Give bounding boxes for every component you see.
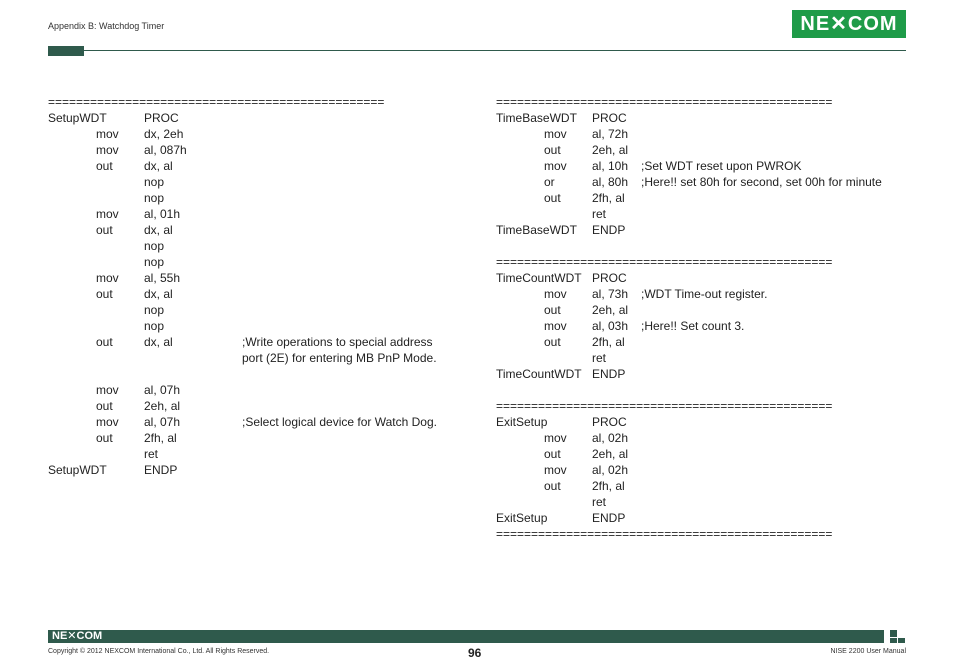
code-line: [48, 270, 458, 286]
code-line: [48, 286, 458, 302]
code-token: ================================================: [496, 527, 833, 541]
code-line: [496, 382, 906, 398]
code-token: 2fh, al: [592, 191, 625, 205]
code-line: [48, 350, 458, 366]
code-token: ENDP: [592, 367, 626, 381]
code-line: [496, 462, 906, 478]
code-line: [48, 142, 458, 158]
code-token: ExitSetup: [496, 415, 548, 429]
code-line: [496, 526, 906, 542]
code-token: al, 73h: [592, 287, 629, 301]
code-token: 2eh, al: [592, 143, 629, 157]
code-token: ExitSetup: [496, 511, 548, 525]
code-token: ret: [144, 447, 159, 461]
code-line: [496, 414, 906, 430]
code-line: [496, 350, 906, 366]
code-token: mov: [96, 383, 119, 397]
code-line: [48, 318, 458, 334]
code-line: [48, 302, 458, 318]
code-line: [496, 494, 906, 510]
code-token: nop: [144, 255, 165, 269]
code-line: [48, 366, 458, 382]
code-token: out: [544, 303, 561, 317]
code-token: ;Here!! Set count 3.: [641, 319, 745, 333]
code-token: al, 087h: [144, 143, 187, 157]
code-token: TimeCountWDT: [496, 271, 582, 285]
code-token: 2eh, al: [592, 447, 629, 461]
code-token: mov: [544, 159, 567, 173]
footer-square-decoration: [898, 638, 905, 643]
code-token: ================================================: [496, 95, 833, 109]
code-token: mov: [544, 319, 567, 333]
code-token: ;Write operations to special address: [242, 335, 433, 349]
code-token: SetupWDT: [48, 463, 107, 477]
left-code-column: [48, 94, 458, 494]
code-token: out: [96, 223, 113, 237]
code-line: [496, 478, 906, 494]
code-line: [48, 190, 458, 206]
code-line: [48, 334, 458, 350]
code-line: [496, 302, 906, 318]
code-line: [48, 398, 458, 414]
code-line: [48, 110, 458, 126]
code-token: al, 01h: [144, 207, 181, 221]
code-token: nop: [144, 239, 165, 253]
code-line: [496, 254, 906, 270]
code-line: [48, 222, 458, 238]
code-token: mov: [544, 431, 567, 445]
code-line: [48, 446, 458, 462]
code-line: [48, 126, 458, 142]
header-title: Appendix B: Watchdog Timer: [48, 21, 165, 31]
code-line: [48, 414, 458, 430]
code-line: [496, 366, 906, 382]
code-token: ;Set WDT reset upon PWROK: [641, 159, 802, 173]
code-line: [496, 430, 906, 446]
code-token: ================================================: [496, 255, 833, 269]
code-line: [48, 430, 458, 446]
code-line: [496, 510, 906, 526]
code-line: [496, 206, 906, 222]
code-token: out: [96, 399, 113, 413]
code-line: [48, 254, 458, 270]
code-token: mov: [96, 143, 119, 157]
code-token: ret: [592, 495, 607, 509]
code-line: [496, 174, 906, 190]
code-line: [48, 382, 458, 398]
code-token: TimeBaseWDT: [496, 111, 577, 125]
code-line: [48, 462, 458, 478]
code-line: [496, 238, 906, 254]
code-token: mov: [96, 415, 119, 429]
code-token: ENDP: [144, 463, 178, 477]
code-line: [496, 270, 906, 286]
code-token: 2eh, al: [592, 303, 629, 317]
code-token: nop: [144, 191, 165, 205]
code-token: ENDP: [592, 223, 626, 237]
code-token: mov: [96, 271, 119, 285]
code-line: [496, 126, 906, 142]
code-token: al, 10h: [592, 159, 629, 173]
code-token: al, 02h: [592, 431, 629, 445]
code-token: ret: [592, 207, 607, 221]
code-line: [496, 286, 906, 302]
code-token: PROC: [592, 111, 627, 125]
code-token: ;Select logical device for Watch Dog.: [242, 415, 437, 429]
page-number: 96: [468, 646, 482, 660]
code-token: out: [96, 287, 113, 301]
code-token: PROC: [592, 271, 627, 285]
code-token: nop: [144, 175, 165, 189]
code-line: [48, 174, 458, 190]
code-line: [496, 94, 906, 110]
code-line: [496, 158, 906, 174]
code-token: 2fh, al: [592, 479, 625, 493]
footer-square-decoration: [890, 638, 897, 643]
logo-text: NE✕COM: [800, 13, 898, 35]
code-token: ;WDT Time-out register.: [641, 287, 768, 301]
footer-manual-name: NISE 2200 User Manual: [830, 648, 906, 655]
code-token: out: [96, 335, 113, 349]
code-token: nop: [144, 319, 165, 333]
footer-square-decoration: [890, 630, 897, 637]
footer-bar: [48, 630, 884, 643]
code-line: [496, 334, 906, 350]
code-token: dx, al: [144, 335, 173, 349]
code-line: [496, 222, 906, 238]
code-line: [48, 238, 458, 254]
code-line: [496, 398, 906, 414]
code-line: [48, 206, 458, 222]
header-rule: [84, 50, 906, 51]
code-line: [48, 158, 458, 174]
code-token: ENDP: [592, 511, 626, 525]
code-token: mov: [544, 463, 567, 477]
code-token: mov: [96, 207, 119, 221]
code-line: [496, 446, 906, 462]
code-token: SetupWDT: [48, 111, 107, 125]
code-token: PROC: [592, 415, 627, 429]
code-token: out: [544, 447, 561, 461]
header-rule-block: [48, 46, 84, 56]
code-token: ================================================: [496, 399, 833, 413]
nexcom-logo: [792, 10, 906, 38]
code-line: [496, 110, 906, 126]
code-line: [496, 142, 906, 158]
code-token: dx, 2eh: [144, 127, 184, 141]
code-token: dx, al: [144, 223, 173, 237]
code-token: out: [96, 159, 113, 173]
code-token: out: [544, 191, 561, 205]
code-token: mov: [96, 127, 119, 141]
code-token: dx, al: [144, 159, 173, 173]
code-token: dx, al: [144, 287, 173, 301]
code-token: nop: [144, 303, 165, 317]
code-token: out: [544, 479, 561, 493]
footer-logo: NE✕COM: [52, 630, 103, 642]
code-token: PROC: [144, 111, 179, 125]
code-token: out: [544, 335, 561, 349]
code-token: al, 03h: [592, 319, 629, 333]
code-line: [496, 190, 906, 206]
code-token: 2fh, al: [144, 431, 177, 445]
footer-copyright: Copyright © 2012 NEXCOM International Co., Ltd. All Rights Reserved.: [48, 648, 270, 655]
code-token: TimeCountWDT: [496, 367, 582, 381]
code-token: al, 80h: [592, 175, 629, 189]
code-token: port (2E) for entering MB PnP Mode.: [242, 351, 437, 365]
code-token: ret: [592, 351, 607, 365]
right-code-column: [496, 94, 906, 554]
code-token: mov: [544, 287, 567, 301]
code-token: ;Here!! set 80h for second, set 00h for minute: [641, 175, 882, 189]
code-token: mov: [544, 127, 567, 141]
code-token: or: [544, 175, 555, 189]
code-token: 2eh, al: [144, 399, 181, 413]
code-token: ================================================: [48, 95, 385, 109]
code-token: al, 55h: [144, 271, 181, 285]
code-token: TimeBaseWDT: [496, 223, 577, 237]
code-token: 2fh, al: [592, 335, 625, 349]
code-token: al, 07h: [144, 383, 181, 397]
code-token: al, 72h: [592, 127, 629, 141]
code-token: al, 07h: [144, 415, 181, 429]
code-line: [496, 318, 906, 334]
code-line: [48, 94, 458, 110]
code-token: al, 02h: [592, 463, 629, 477]
code-token: out: [96, 431, 113, 445]
code-token: out: [544, 143, 561, 157]
